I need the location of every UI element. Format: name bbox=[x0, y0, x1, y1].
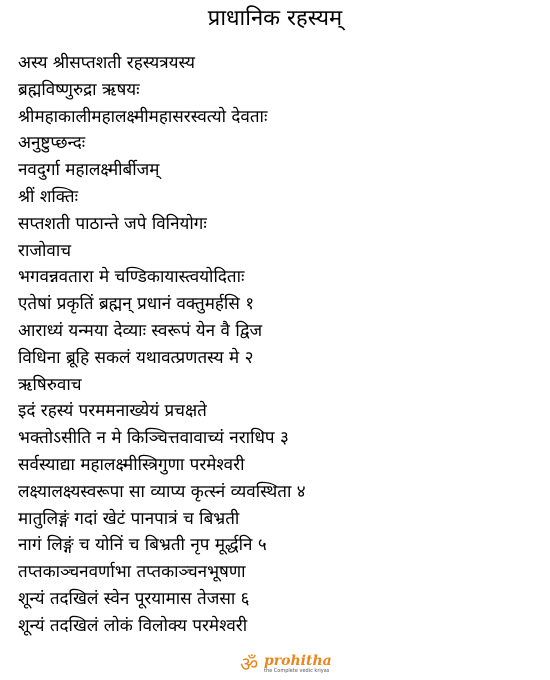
verse-line: विधिना ब्रूहि सकलं यथावत्प्रणतस्य मे २ bbox=[18, 347, 254, 368]
document-title: प्राधानिक रहस्यम् bbox=[207, 6, 343, 31]
verse-list bbox=[18, 50, 538, 640]
verse-line: इदं रहस्यं परममनाख्येयं प्रचक्षते bbox=[18, 401, 207, 422]
verse-line: नागं लिङ्गं च योनिं च बिभ्रती नृप मूर्द्धनि ५ bbox=[18, 535, 267, 556]
verse-line: राजोवाच bbox=[18, 240, 72, 261]
verse-line: ऋषिरुवाच bbox=[18, 374, 82, 395]
logo-tagline: the Complete vedic kriyas bbox=[264, 668, 330, 674]
logo-name: prohitha bbox=[264, 653, 332, 669]
verse-line: सप्तशती पाठान्ते जपे विनियोगः bbox=[18, 213, 207, 234]
verse-line: ब्रह्मविष्णुरुद्रा ऋषयः bbox=[18, 79, 140, 100]
verse-line: सर्वस्याद्या महालक्ष्मीस्त्रिगुणा परमेश्वरी bbox=[18, 454, 245, 475]
verse-line: श्रीं शक्तिः bbox=[18, 186, 79, 207]
verse-line: नवदुर्गा महालक्ष्मीर्बीजम् bbox=[18, 160, 160, 181]
verse-line: शून्यं तदखिलं स्वेन पूरयामास तेजसा ६ bbox=[18, 588, 250, 609]
verse-line: अनुष्टुप्छन्दः bbox=[18, 133, 86, 154]
verse-line: तप्तकाञ्चनवर्णाभा तप्तकाञ्चनभूषणा bbox=[18, 562, 246, 583]
verse-line: अस्य श्रीसप्तशती रहस्यत्रयस्य bbox=[18, 53, 195, 73]
verse-line: एतेषां प्रकृतिं ब्रह्मन् प्रधानं वक्तुमर्हसि १ bbox=[18, 294, 255, 315]
prohitha-logo bbox=[240, 653, 350, 677]
verse-line: लक्ष्यालक्ष्यस्वरूपा सा व्याप्य कृत्स्नं व्यवस्थिता ४ bbox=[18, 481, 306, 502]
verse-line: भगवन्नवतारा मे चण्डिकायास्त्वयोदिताः bbox=[18, 267, 245, 288]
verse-line: श्रीमहाकालीमहालक्ष्मीमहासरस्वत्यो देवताः bbox=[18, 106, 268, 127]
verse-line: शून्यं तदखिलं लोकं विलोक्य परमेश्वरी bbox=[18, 615, 248, 636]
verse-line: मातुलिङ्गं गदां खेटं पानपात्रं च बिभ्रती bbox=[18, 508, 240, 529]
verse-line: भक्तोऽसीति न मे किञ्चित्तवावाच्यं नराधिप ३ bbox=[18, 428, 289, 449]
om-icon: ॐ bbox=[240, 652, 259, 676]
verse-line: आराध्यं यन्मया देव्याः स्वरूपं येन वै द्विज bbox=[18, 320, 263, 341]
